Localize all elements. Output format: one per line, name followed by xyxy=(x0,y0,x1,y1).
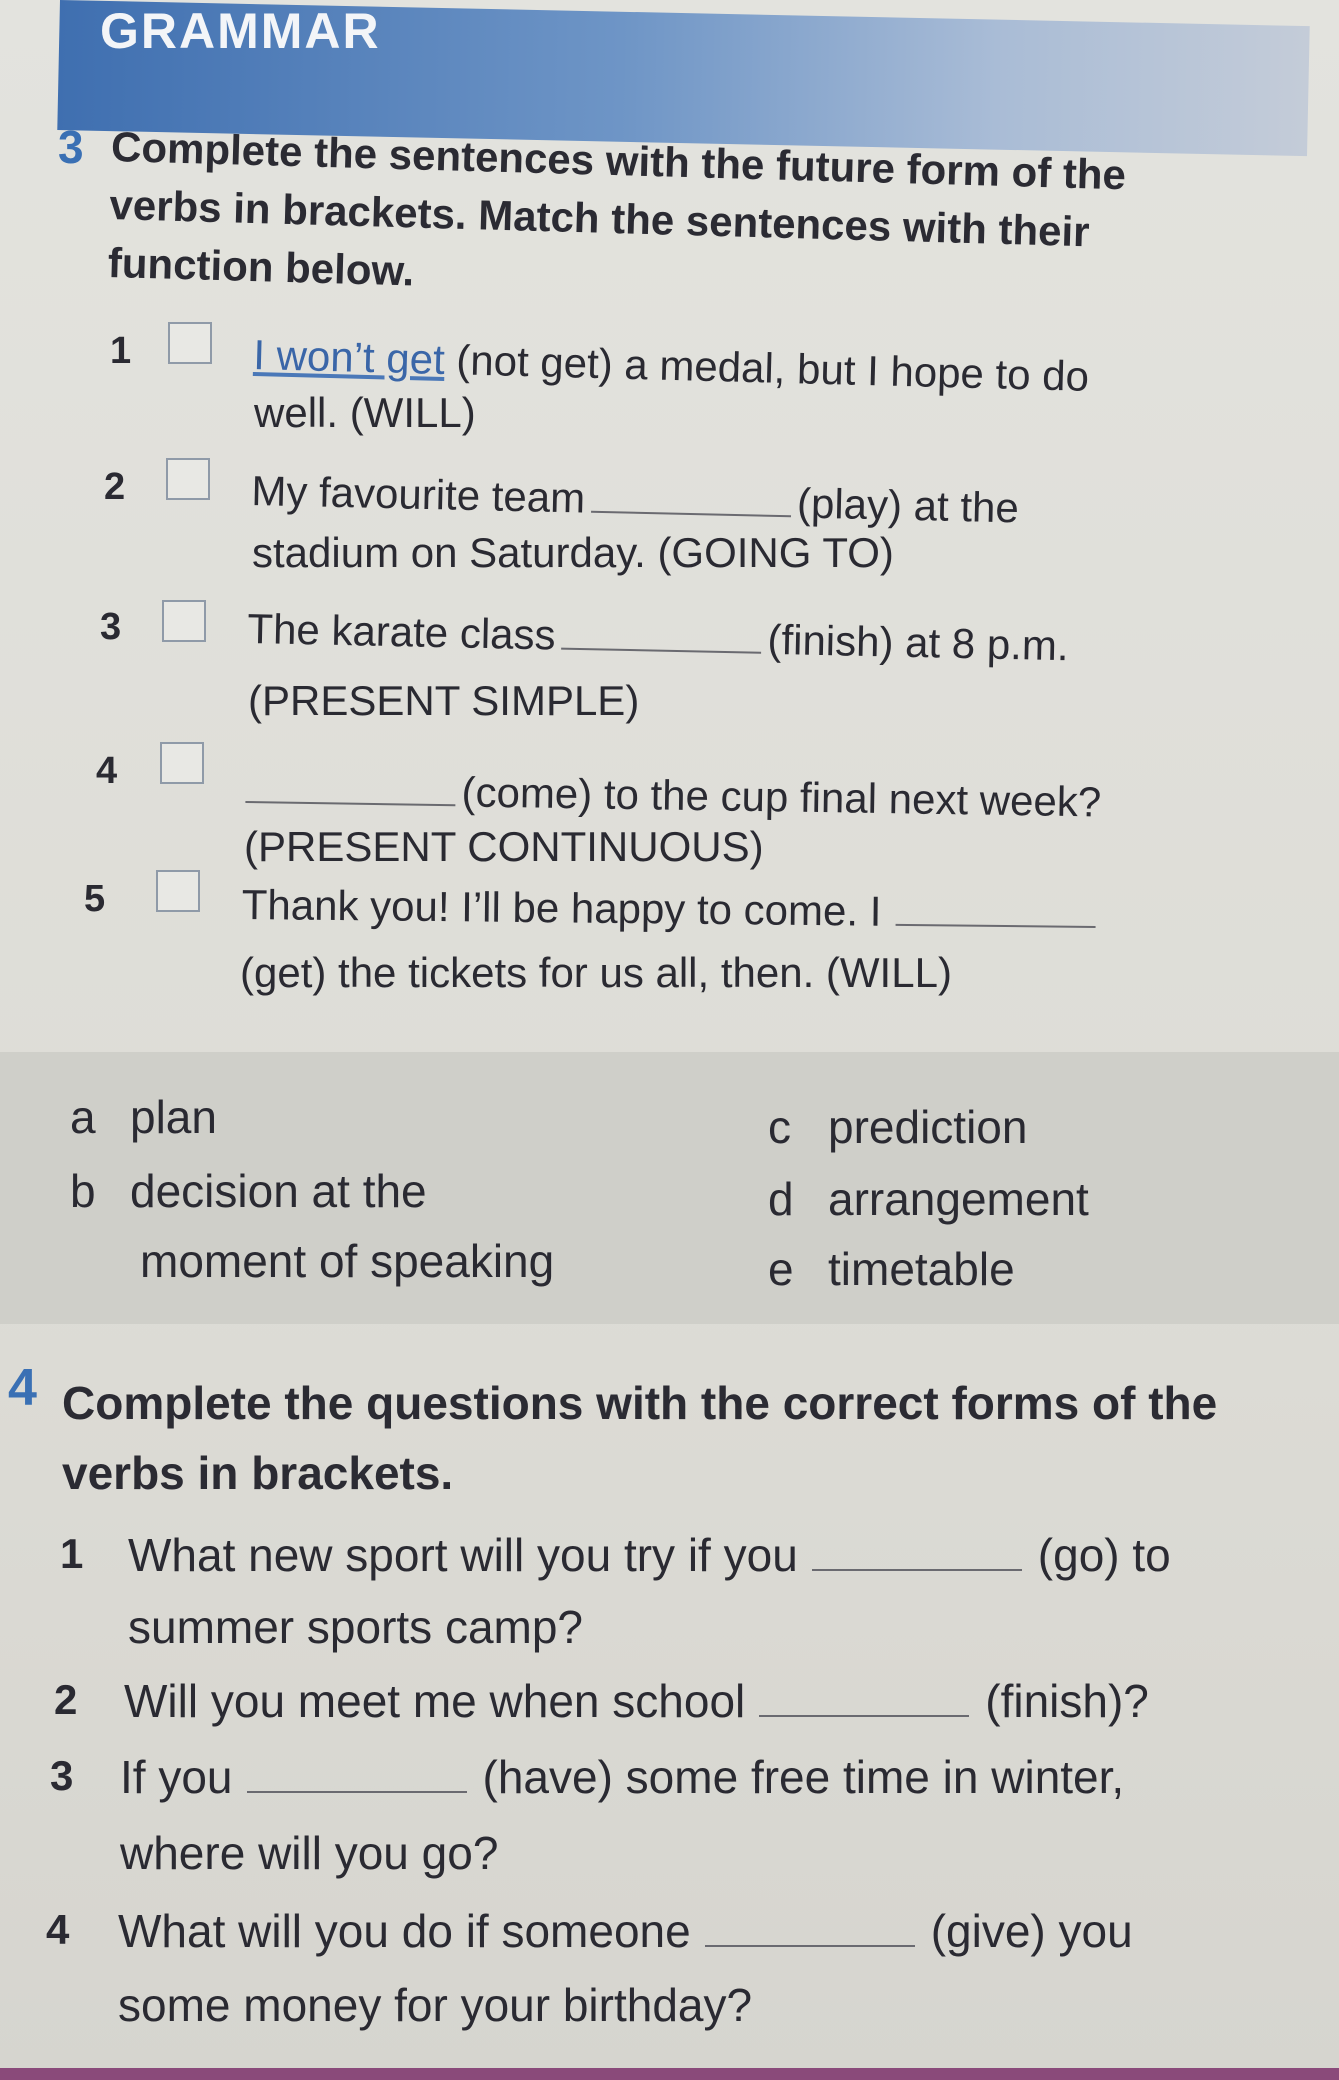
answer-blank[interactable] xyxy=(591,510,791,518)
answer-checkbox[interactable] xyxy=(156,870,200,912)
question-4-4-cont: some money for your birthday? xyxy=(118,1979,753,2031)
item-number: 3 xyxy=(100,606,122,648)
question-4-3-cont: where will you go? xyxy=(120,1827,499,1879)
exercise-3-instruction: Complete the sentences with the future form of the verbs in brackets. Match the sentences with their function below. xyxy=(107,122,1127,295)
sentence-3-4: (come) to the cup final next week? xyxy=(245,764,1101,827)
item-number: 3 xyxy=(50,1752,74,1799)
function-e: e timetable xyxy=(768,1243,1015,1295)
sentence-3-1: I won’t get (not get) a medal, but I hope to do xyxy=(252,330,1090,400)
sentence-3-3: The karate class (finish) at 8 p.m. xyxy=(246,604,1070,670)
item-number: 1 xyxy=(110,330,132,372)
exercise-3-number: 3 xyxy=(58,121,84,173)
sentence-3-4-cont: (PRESENT CONTINUOUS) xyxy=(244,823,764,870)
page-edge xyxy=(0,2068,1339,2080)
exercise-4-number: 4 xyxy=(8,1359,37,1417)
question-4-1-cont: summer sports camp? xyxy=(128,1601,584,1653)
question-4-4: What will you do if someone (give) you xyxy=(118,1905,1133,1957)
function-c: c prediction xyxy=(768,1101,1028,1153)
exercise-4-instruction: Complete the questions with the correct forms of the verbs in brackets. xyxy=(62,1377,1218,1499)
question-4-2: Will you meet me when school (finish)? xyxy=(124,1675,1149,1727)
answer-checkbox[interactable] xyxy=(160,742,204,784)
answer-blank[interactable] xyxy=(895,923,1095,928)
function-b-cont: moment of speaking xyxy=(140,1235,555,1287)
function-a: a plan xyxy=(70,1091,217,1143)
question-4-1: What new sport will you try if you (go) to xyxy=(128,1529,1171,1581)
answer-blank[interactable] xyxy=(247,1790,467,1793)
answer-blank[interactable] xyxy=(561,647,761,654)
sentence-3-2: My favourite team (play) at the xyxy=(250,466,1020,532)
question-4-3: If you (have) some free time in winter, xyxy=(120,1751,1125,1803)
item-number: 2 xyxy=(54,1676,78,1723)
item-number: 5 xyxy=(84,878,106,920)
example-answer: I won’t get xyxy=(252,330,446,383)
answer-blank[interactable] xyxy=(705,1944,915,1947)
sentence-3-2-cont: stadium on Saturday. (GOING TO) xyxy=(252,529,894,576)
answer-checkbox[interactable] xyxy=(168,322,212,364)
function-d: d arrangement xyxy=(768,1173,1089,1225)
sentence-3-5-cont: (get) the tickets for us all, then. (WILL) xyxy=(240,949,952,996)
sentence-3-5: Thank you! I’ll be happy to come. I xyxy=(241,880,1101,939)
answer-blank[interactable] xyxy=(812,1568,1022,1571)
item-number: 4 xyxy=(46,1906,70,1953)
answer-blank[interactable] xyxy=(245,800,455,806)
item-number: 1 xyxy=(60,1530,84,1577)
sentence-3-1-cont: well. (WILL) xyxy=(254,389,476,436)
section-title: GRAMMAR xyxy=(100,3,381,59)
function-b: b decision at the xyxy=(70,1165,427,1217)
item-number: 2 xyxy=(104,466,126,508)
answer-checkbox[interactable] xyxy=(162,600,206,642)
answer-checkbox[interactable] xyxy=(166,458,210,500)
item-number: 4 xyxy=(96,750,118,792)
sentence-3-3-cont: (PRESENT SIMPLE) xyxy=(248,677,640,724)
answer-blank[interactable] xyxy=(759,1714,969,1717)
